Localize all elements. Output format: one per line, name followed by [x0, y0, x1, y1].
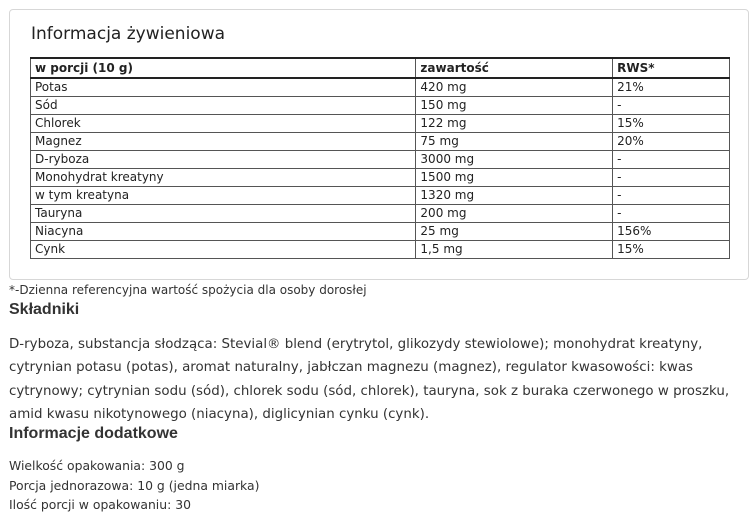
nutrient-amount: 1500 mg: [416, 168, 613, 186]
nutrient-rws: -: [613, 150, 730, 168]
table-row: [31, 114, 730, 132]
additional-info-heading: Informacje dodatkowe: [9, 425, 178, 442]
nutrient-rws: -: [613, 96, 730, 114]
header-rws: RWS*: [613, 58, 730, 78]
table-row: [31, 96, 730, 114]
nutrition-title: Informacja żywieniowa: [31, 24, 226, 44]
nutrient-name: Cynk: [31, 240, 416, 258]
nutrient-amount: 75 mg: [416, 132, 613, 150]
nutrient-amount: 1,5 mg: [416, 240, 613, 258]
nutrient-name: Magnez: [31, 132, 416, 150]
nutrient-rws: 21%: [613, 78, 730, 96]
ingredients-heading: Składniki: [9, 301, 80, 318]
table-row: [31, 132, 730, 150]
nutrient-name: w tym kreatyna: [31, 186, 416, 204]
ingredients-text: D-ryboza, substancja słodząca: Stevial® blend (erytrytol, glikozydy stewiolowe); monohydrat kreatyny, cytrynian potasu (potas), aromat naturalny, jabłczan magnezu (magnez), regulator kwasowości: kwas cytrynowy; cytrynian sodu (sód), chlorek sodu (sód, chlorek), tauryna, sok z buraka czerwonego w proszku, amid kwasu nikotynowego (niacyna), diglicynian cynku (cynk).: [9, 337, 730, 422]
info-serving-size: Porcja jednorazowa: 10 g (jedna miarka): [9, 477, 260, 493]
nutrition-table: [30, 57, 730, 259]
nutrient-amount: 200 mg: [416, 204, 613, 222]
info-package-size: Wielkość opakowania: 300 g: [9, 458, 185, 473]
table-row: [31, 150, 730, 168]
nutrient-name: Tauryna: [31, 204, 416, 222]
nutrient-amount: 122 mg: [416, 114, 613, 132]
nutrient-amount: 3000 mg: [416, 150, 613, 168]
nutrient-amount: 1320 mg: [416, 186, 613, 204]
nutrient-rws: 15%: [613, 114, 730, 132]
nutrient-name: Monohydrat kreatyny: [31, 168, 416, 186]
nutrient-name: Potas: [31, 78, 416, 96]
header-content: zawartość: [416, 58, 613, 78]
info-servings-count: Ilość porcji w opakowaniu: 30: [9, 497, 191, 512]
nutrient-rws: -: [613, 186, 730, 204]
nutrient-amount: 150 mg: [416, 96, 613, 114]
nutrient-rws: 156%: [613, 222, 730, 240]
nutrient-amount: 25 mg: [416, 222, 613, 240]
table-row: [31, 168, 730, 186]
table-row: [31, 78, 730, 96]
nutrient-rws: -: [613, 168, 730, 186]
header-portion: w porcji (10 g): [31, 58, 416, 78]
table-row: [31, 186, 730, 204]
nutrient-rws: -: [613, 204, 730, 222]
table-row: [31, 222, 730, 240]
table-header-row: [31, 58, 730, 78]
table-row: [31, 240, 730, 258]
additional-info-list: [9, 456, 259, 515]
nutrient-amount: 420 mg: [416, 78, 613, 96]
nutrient-name: Sód: [31, 96, 416, 114]
nutrient-rws: 15%: [613, 240, 730, 258]
nutrient-rws: 20%: [613, 132, 730, 150]
nutrient-name: Niacyna: [31, 222, 416, 240]
rws-footnote: *-Dzienna referencyjna wartość spożycia dla osoby dorosłej: [9, 283, 367, 297]
nutrient-name: D-ryboza: [31, 150, 416, 168]
table-row: [31, 204, 730, 222]
nutrient-name: Chlorek: [31, 114, 416, 132]
nutrition-panel: [9, 9, 749, 280]
